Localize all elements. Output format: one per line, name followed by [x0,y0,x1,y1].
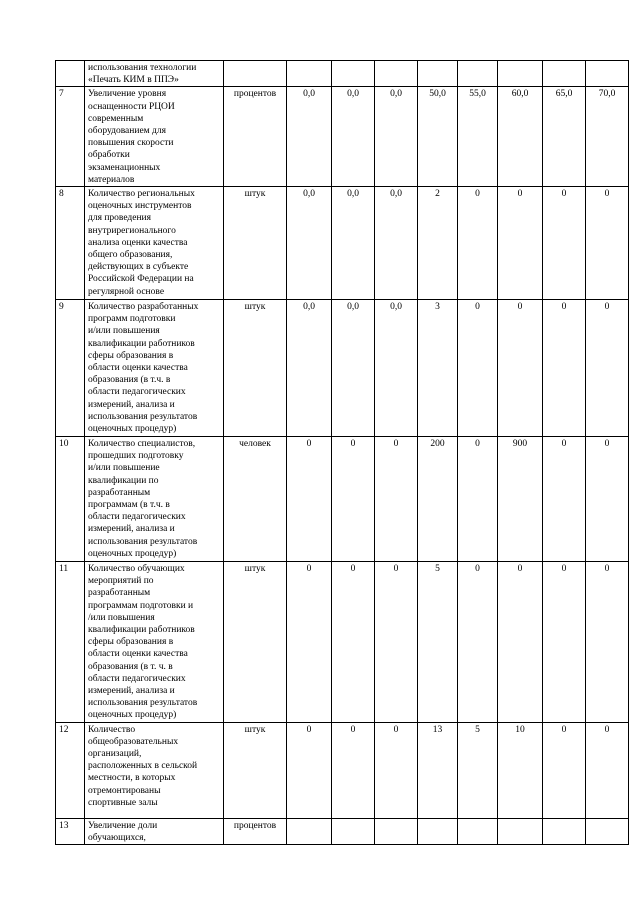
indicator-name-cell: Увеличение доли обучающихся, [85,818,224,844]
value-cell: 70,0 [586,87,629,187]
indicators-table [55,60,629,845]
value-cell: 2 [418,187,458,300]
value-cell: 0 [287,722,332,818]
value-cell [287,61,332,87]
table-row [56,187,629,300]
value-cell: 0 [287,437,332,562]
value-cell: 200 [418,437,458,562]
value-cell [375,818,418,844]
table-row [56,300,629,437]
value-cell: 0 [332,437,375,562]
value-cell: 0,0 [332,300,375,437]
value-cell: 0 [458,300,498,437]
unit-cell: человек [224,437,287,562]
unit-cell: штук [224,562,287,723]
value-cell: 3 [418,300,458,437]
value-cell: 0 [543,300,586,437]
value-cell [543,818,586,844]
value-cell: 0 [287,562,332,723]
table-row [56,562,629,723]
row-number-cell: 11 [56,562,85,723]
value-cell [375,61,418,87]
value-cell: 13 [418,722,458,818]
value-cell: 0 [498,562,543,723]
row-number-cell: 13 [56,818,85,844]
value-cell: 0,0 [375,300,418,437]
indicator-name-cell: Количество специалистов, прошедших подготовку и/или повышение квалификации по разработанным программам (в т.ч. в области педагогических измерений, анализа и использования результатов оценочных процедур) [85,437,224,562]
row-number-cell: 7 [56,87,85,187]
value-cell: 0 [586,562,629,723]
value-cell: 0 [375,562,418,723]
row-number-cell: 12 [56,722,85,818]
value-cell: 0,0 [287,187,332,300]
value-cell: 0 [586,300,629,437]
value-cell: 0 [458,562,498,723]
table-row [56,87,629,187]
value-cell: 0 [586,437,629,562]
value-cell: 0 [458,187,498,300]
unit-cell: штук [224,187,287,300]
indicator-name-cell: Увеличение уровня оснащенности РЦОИ современным оборудованием для повышения скорости обработки экзаменационных материалов [85,87,224,187]
value-cell [458,818,498,844]
value-cell [418,818,458,844]
value-cell: 60,0 [498,87,543,187]
row-number-cell: 9 [56,300,85,437]
value-cell: 50,0 [418,87,458,187]
unit-cell: процентов [224,818,287,844]
value-cell: 0 [332,722,375,818]
value-cell: 0 [498,300,543,437]
indicator-name-cell: Количество разработанных программ подготовки и/или повышения квалификации работников сферы образования в области оценки качества образования (в т.ч. в области педагогических измерений, анализа и использования результатов оценочных процедур) [85,300,224,437]
value-cell: 65,0 [543,87,586,187]
value-cell: 0 [543,722,586,818]
value-cell [498,818,543,844]
table-row [56,61,629,87]
value-cell: 0 [543,187,586,300]
value-cell: 0,0 [375,87,418,187]
row-number-cell [56,61,85,87]
table-row [56,722,629,818]
unit-cell: процентов [224,87,287,187]
value-cell [498,61,543,87]
value-cell [418,61,458,87]
value-cell: 0,0 [332,187,375,300]
value-cell: 0 [498,187,543,300]
table-body [56,61,629,845]
value-cell [586,61,629,87]
value-cell [458,61,498,87]
value-cell: 0,0 [332,87,375,187]
value-cell: 10 [498,722,543,818]
value-cell: 0 [458,437,498,562]
value-cell: 55,0 [458,87,498,187]
row-number-cell: 10 [56,437,85,562]
indicator-name-cell: Количество обучающих мероприятий по разработанным программам подготовки и /или повышения квалификации работников сферы образования в области оценки качества образования (в т. ч. в области педагогических измерений, анализа и использования результатов оценочных процедур) [85,562,224,723]
unit-cell: штук [224,300,287,437]
value-cell: 0 [332,562,375,723]
value-cell: 0 [375,437,418,562]
unit-cell [224,61,287,87]
value-cell: 0 [375,722,418,818]
value-cell [332,61,375,87]
value-cell: 5 [458,722,498,818]
value-cell: 0,0 [287,87,332,187]
value-cell: 900 [498,437,543,562]
value-cell: 5 [418,562,458,723]
row-number-cell: 8 [56,187,85,300]
indicator-name-cell: Количество общеобразовательных организаций, расположенных в сельской местности, в которых отремонтированы спортивные залы [85,722,224,818]
table-row [56,818,629,844]
table-row [56,437,629,562]
value-cell: 0 [586,187,629,300]
value-cell: 0,0 [375,187,418,300]
unit-cell: штук [224,722,287,818]
value-cell [287,818,332,844]
value-cell: 0 [543,562,586,723]
value-cell [332,818,375,844]
value-cell [586,818,629,844]
value-cell [543,61,586,87]
value-cell: 0,0 [287,300,332,437]
value-cell: 0 [586,722,629,818]
indicator-name-cell: использования технологии «Печать КИМ в ППЭ» [85,61,224,87]
indicator-name-cell: Количество региональных оценочных инструментов для проведения внутрирегионального анализа оценки качества общего образования, действующих в субъекте Российской Федерации на регулярной основе [85,187,224,300]
value-cell: 0 [543,437,586,562]
